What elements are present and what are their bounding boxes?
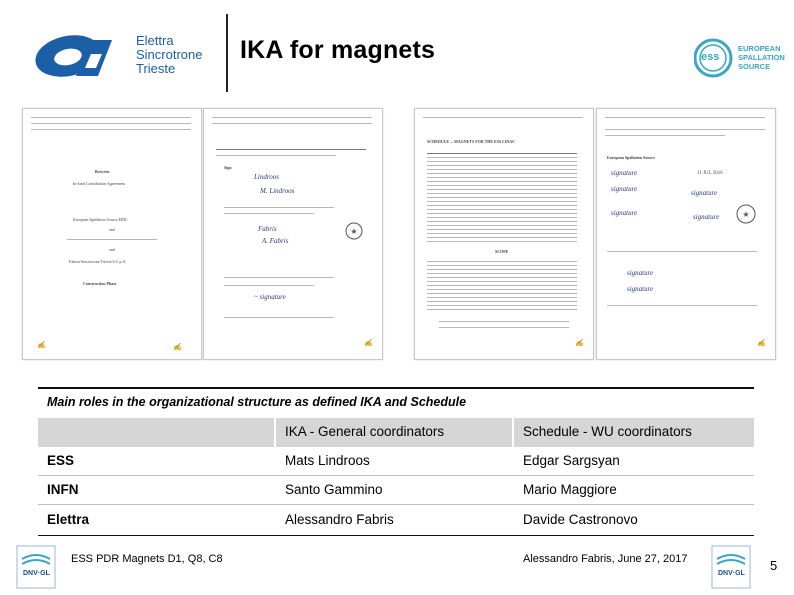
- doc4-signature1: signature: [611, 169, 638, 177]
- doc4-signature6: signature: [627, 269, 654, 277]
- doc4-signature3: signature: [691, 189, 718, 197]
- dnv-gl-badge-icon: [711, 545, 751, 589]
- doc1-initials-right: ✍: [173, 343, 182, 351]
- doc1-line1: Between: [95, 169, 110, 174]
- doc4-heading: European Spallation Source: [607, 155, 655, 160]
- doc2-signer1: Lindroos: [254, 173, 280, 181]
- doc4-stamp: 11 JUL 2016: [697, 171, 723, 176]
- doc2-signature1: M. Lindroos: [260, 187, 295, 195]
- ess-logo-line3: SOURCE: [738, 62, 771, 71]
- table-row-ika: Mats Lindroos: [285, 453, 370, 468]
- doc1-initials: ✍: [37, 341, 46, 349]
- doc1-line5: Elettra-Sincrotrone Trieste S.C.p.A.: [69, 259, 127, 264]
- doc2-initials: ✍: [364, 339, 373, 347]
- doc4-signature7: signature: [627, 285, 654, 293]
- table-row-org: Elettra: [47, 512, 90, 527]
- header-schedule: Schedule - WU coordinators: [523, 424, 692, 439]
- dnv-gl-badge-icon: [16, 545, 56, 589]
- doc1-and-2: and: [109, 247, 115, 252]
- elettra-logo: [28, 32, 228, 92]
- doc4-signature2: signature: [611, 185, 638, 193]
- header-separator: [512, 418, 514, 447]
- header-ika: IKA - General coordinators: [285, 424, 445, 439]
- elettra-logo-line2: Sincrotrone: [136, 47, 203, 62]
- doc1-line6: Construction Phase: [83, 281, 117, 286]
- table-row-org: ESS: [47, 453, 75, 468]
- doc3-section: SCOPE: [495, 249, 509, 254]
- table-row-schedule: Edgar Sargsyan: [523, 453, 620, 468]
- page-number: 5: [770, 558, 778, 573]
- table-header: [38, 418, 754, 447]
- ess-logo-mark: ess: [701, 51, 720, 63]
- footer-right-text: Alessandro Fabris, June 27, 2017: [523, 553, 688, 565]
- svg-text:★: ★: [350, 227, 358, 236]
- dnv-gl-label-right: DNV·GL: [718, 570, 745, 577]
- ess-logo-line1: EUROPEAN: [738, 44, 781, 53]
- table-bottom-rule: [38, 535, 754, 536]
- table-row-ika: Santo Gammino: [285, 482, 383, 497]
- table-caption: Main roles in the organizational structure as defined IKA and Schedule: [47, 395, 467, 409]
- doc2-signature3: ~ signature: [254, 293, 286, 301]
- doc2-seal-icon: [344, 221, 364, 241]
- doc1-line4: and: [109, 227, 115, 232]
- doc3-heading: SCHEDULE ... MAGNETS FOR THE ESS LINAC: [427, 139, 516, 144]
- doc4-signature5: signature: [693, 213, 720, 221]
- table-row-schedule: Mario Maggiore: [523, 482, 617, 497]
- row-divider: [38, 504, 754, 505]
- doc1-line3: European Spallation Source ERIC: [73, 217, 128, 222]
- dnv-gl-label-left: DNV·GL: [23, 570, 50, 577]
- ess-logo-line2: SPALLATION: [738, 53, 785, 62]
- doc4-initials: ✍: [757, 339, 766, 347]
- elettra-logo-line3: Trieste: [136, 61, 176, 76]
- table-row-ika: Alessandro Fabris: [285, 512, 394, 527]
- table-row-org: INFN: [47, 482, 79, 497]
- elettra-logo-line1: Elettra: [136, 33, 174, 48]
- doc1-line2: In-kind Contribution Agreement: [73, 181, 125, 186]
- title-divider: [226, 14, 228, 92]
- row-divider: [38, 475, 754, 476]
- doc2-signer2: Fabris: [258, 225, 277, 233]
- doc-thumbnail-signature-page: [203, 108, 383, 360]
- dnv-gl-logo-left: [16, 545, 56, 589]
- footer-left-text: ESS PDR Magnets D1, Q8, C8: [71, 553, 223, 565]
- doc4-seal-icon: [735, 203, 757, 225]
- dnv-gl-logo-right: [711, 545, 751, 589]
- doc4-signature4: signature: [611, 209, 638, 217]
- page-title: IKA for magnets: [240, 36, 436, 64]
- doc-thumbnail-agreement-cover: [22, 108, 202, 360]
- ess-logo: [694, 36, 785, 86]
- doc-thumbnail-schedule: [414, 108, 594, 360]
- table-top-rule: [38, 387, 754, 389]
- header-separator: [274, 418, 276, 447]
- svg-text:★: ★: [742, 210, 750, 219]
- doc2-signature2: A. Fabris: [262, 237, 289, 245]
- doc3-initials: ✍: [575, 339, 584, 347]
- doc2-heading: Sign: [224, 165, 232, 170]
- table-row-schedule: Davide Castronovo: [523, 512, 638, 527]
- doc-thumbnail-schedule-signatures: [596, 108, 776, 360]
